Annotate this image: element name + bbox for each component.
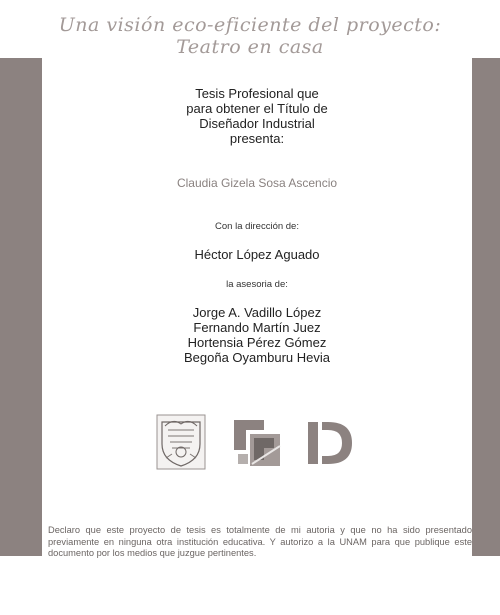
advisor-name: Fernando Martín Juez (193, 320, 321, 335)
advisor-list (42, 305, 472, 365)
advisor-name: Hortensia Pérez Gómez (187, 335, 327, 350)
intro-line: para obtener el Título de (186, 101, 328, 116)
thesis-title (0, 14, 500, 58)
ciudad-universitaria-logo-icon (230, 416, 284, 470)
thesis-title-line2: Teatro en casa (176, 36, 324, 58)
author-name: Claudia Gizela Sosa Ascencio (176, 176, 338, 190)
cidi-logo-icon (306, 420, 354, 466)
direction-label: Con la dirección de: (215, 221, 299, 232)
intro-line: Tesis Profesional que (195, 86, 319, 101)
advisory-label: la asesoria de: (226, 279, 288, 290)
right-side-bar (472, 58, 500, 556)
cover-panel (42, 58, 472, 556)
intro-text (42, 86, 472, 146)
left-side-bar (0, 58, 42, 556)
advisor-name: Begoña Oyamburu Hevia (184, 350, 330, 365)
declaration-text: Declaro que este proyecto de tesis es totalmente de mi autoria y que no ha sido presentado previamente en ninguna otra institución educativa. Y autorizo a la UNAM para que publique este documento por los medios que juzgue pertinentes. (48, 525, 472, 558)
institution-logos (42, 414, 472, 474)
thesis-title-line1: Una visión eco-eficiente del proyecto: (58, 14, 442, 36)
unam-seal-icon (156, 414, 206, 470)
intro-line: presenta: (229, 131, 285, 146)
intro-line: Diseñador Industrial (199, 116, 315, 131)
director-name: Héctor López Aguado (194, 247, 320, 262)
advisor-name: Jorge A. Vadillo López (192, 305, 322, 320)
